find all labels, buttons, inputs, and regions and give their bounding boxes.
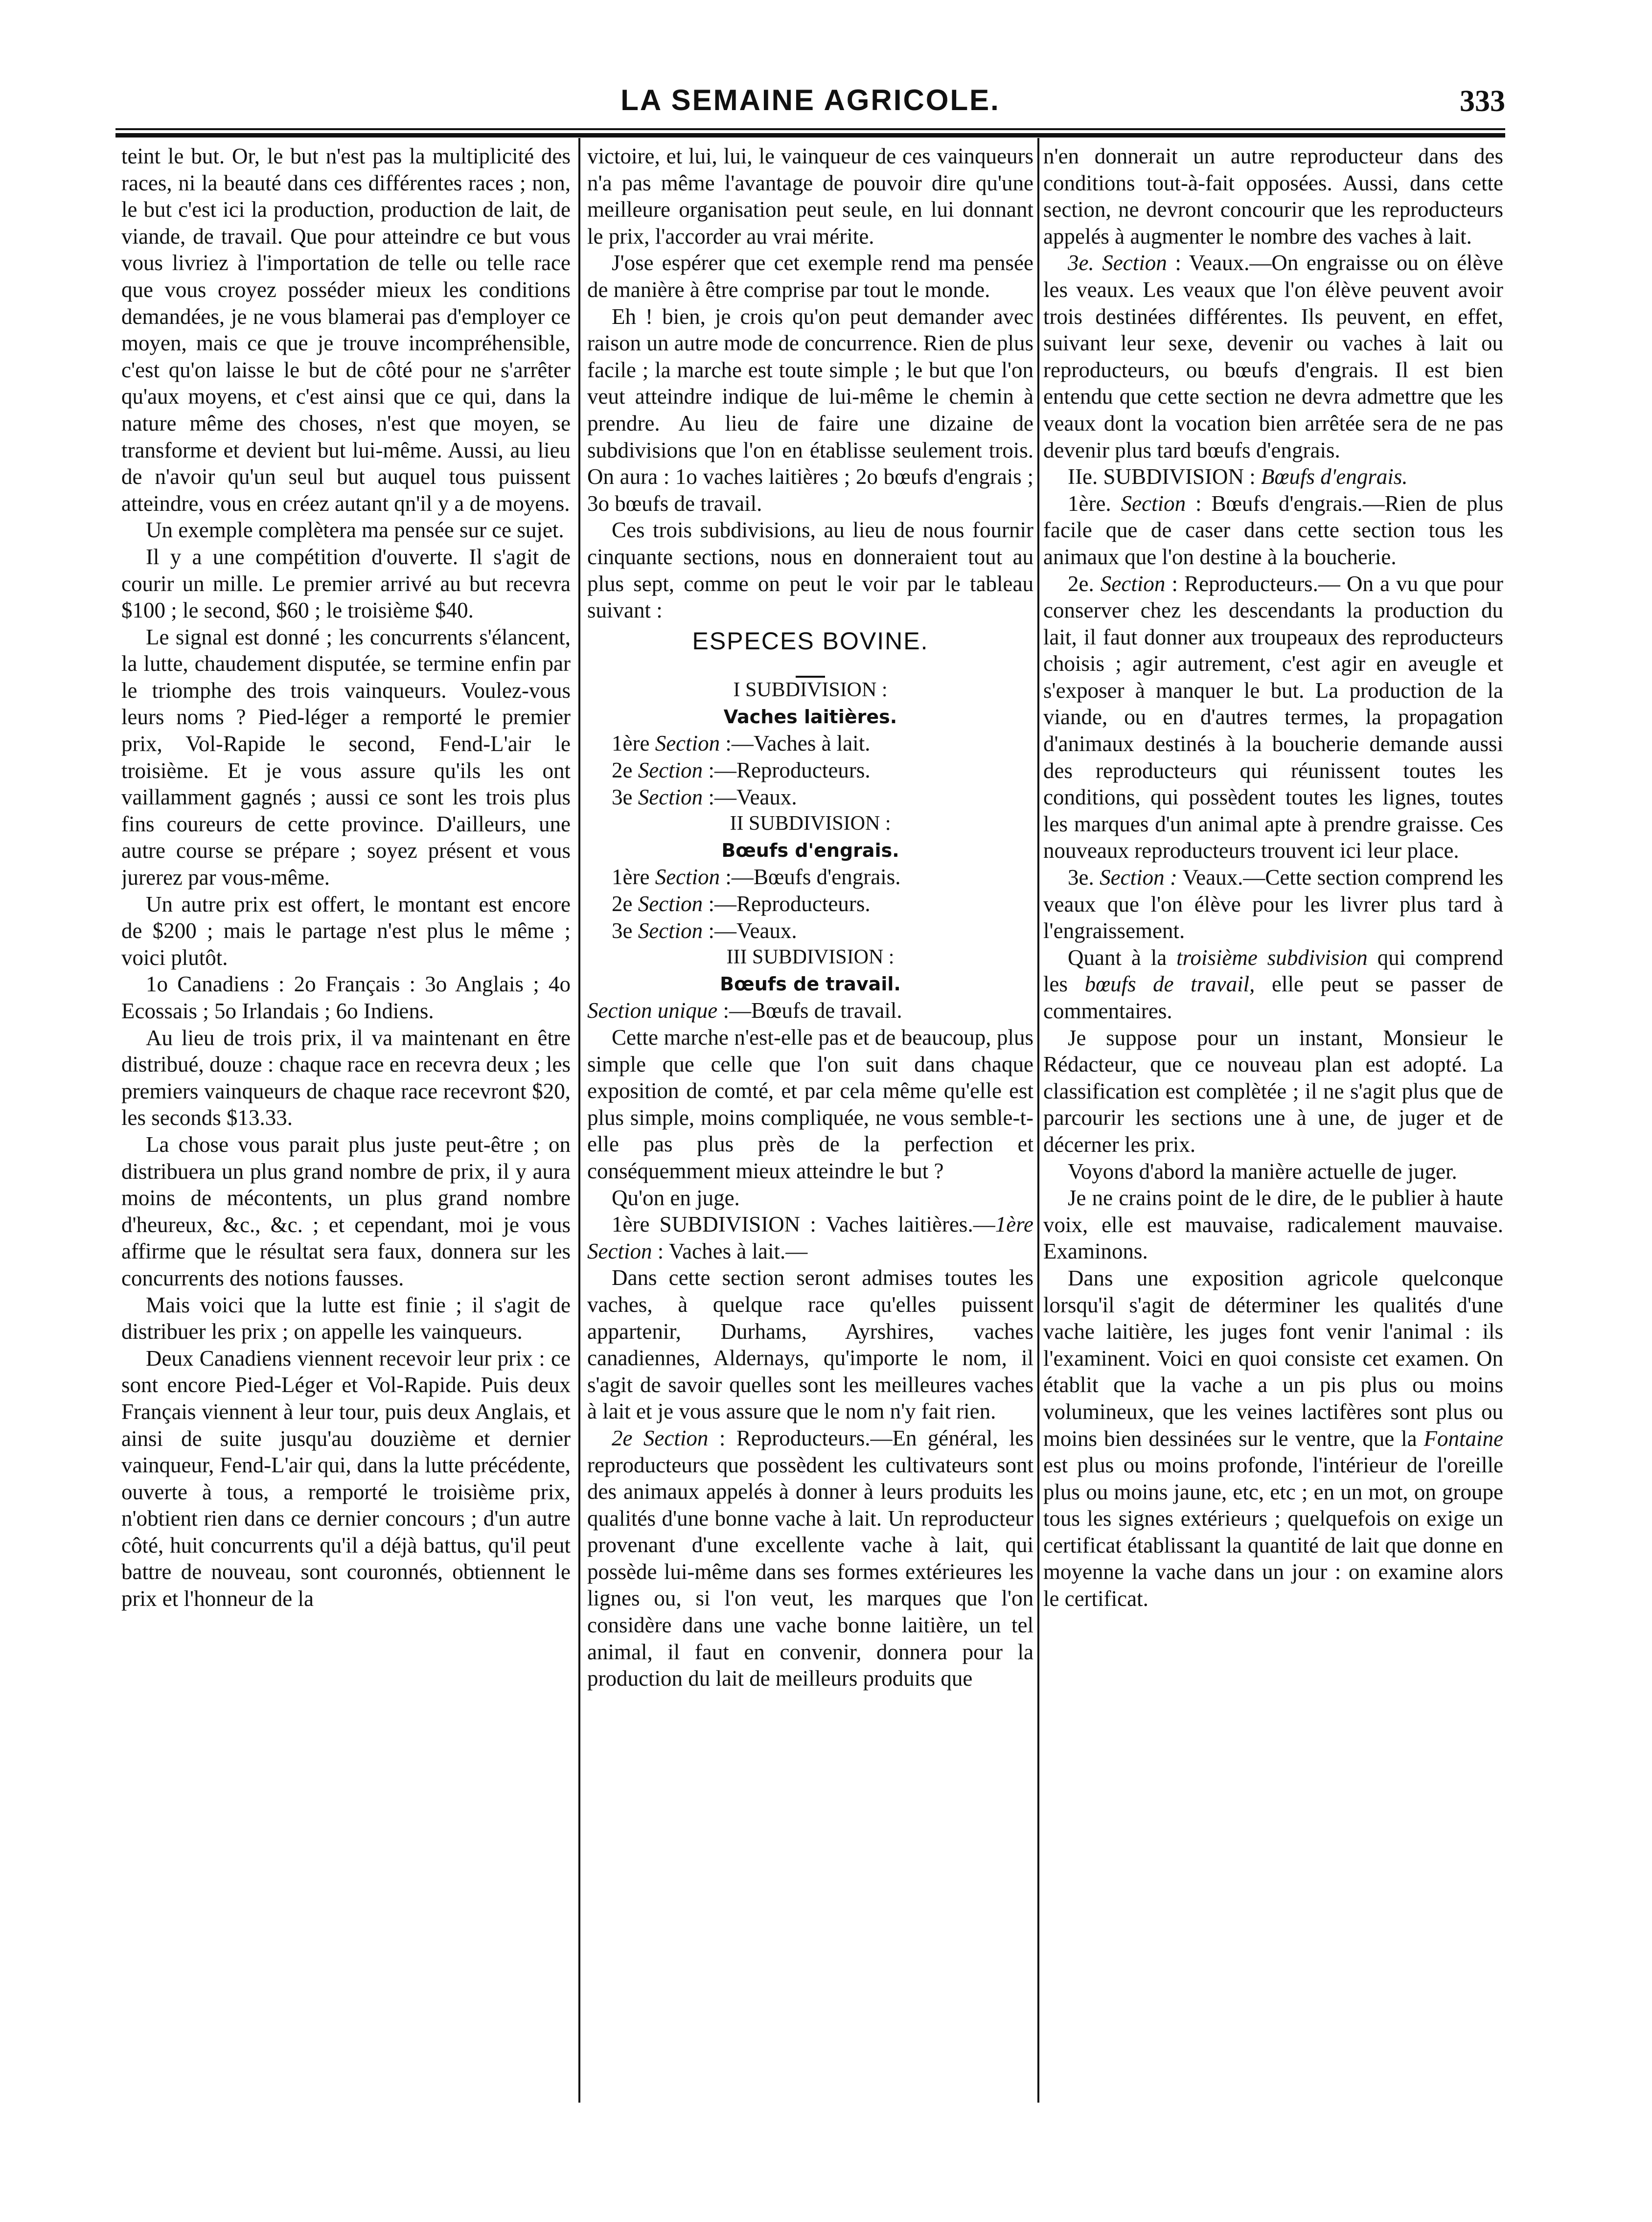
paragraph: 2e Section : Reproducteurs.—En général, les reproducteurs que possèdent les cultivateurs sont des animaux appelés à donner à leurs produits les qualités d'une bonne vache à lait. Un reproducteur provenant d'une excellente vache à lait, qui possède lui-même dans ses formes extérieures les lignes ou, si l'on veut, les marques que l'on considère dans une vache bonne laitière, un tel animal, il faut en convenir, donnera pour la production du lait de meilleurs produits que	[587, 1425, 1033, 1691]
paragraph: Un exemple complètera ma pensée sur ce sujet.	[146, 518, 564, 543]
paragraph: 1o Canadiens : 2o Français : 3o Anglais ; 4o Ecossais ; 5o Irlandais ; 6o Indiens.	[121, 972, 571, 1023]
page-header	[115, 73, 1505, 127]
paragraph: Je suppose pour un instant, Monsieur le Rédacteur, que ce nouveau plan est adopté. La classification est complètée ; il ne s'agit plus que de parcourir les sections une à une, de juger et de décerner les prix.	[1043, 1025, 1503, 1157]
section-line: 2e Section :—Reproducteurs.	[612, 892, 871, 916]
paragraph: Dans cette section seront admises toutes les vaches, à quelque race qu'elles puissent appartenir, Durhams, Ayrshires, vaches canadiennes, Aldernays, qu'importe le nom, il s'agit de savoir quelles sont les meilleures vaches à lait et je vous assure que le nom n'y fait rien.	[587, 1265, 1033, 1424]
paragraph: victoire, et lui, lui, le vainqueur de ces vainqueurs n'a pas même l'avantage de pouvoir dire qu'une meilleure organisation peut seule, en lui donnant le prix, l'accorder au vrai mérite.	[587, 144, 1033, 249]
paragraph: La chose vous parait plus juste peut-être ; on distribuera un plus grand nombre de prix, il y aura moins de mécontents, un plus grand nombre d'heureux, &c., &c. ; et cependant, moi je vous affirme que le résultat sera faux, donnera sur les concurrents des notions fausses.	[121, 1132, 571, 1290]
paragraph: 3e. Section : Veaux.—Cette section comprend les veaux que l'on élève pour les livrer plus tard à l'engraissement.	[1043, 865, 1503, 943]
paragraph: Mais voici que la lutte est finie ; il s'agit de distribuer les prix ; on appelle les vainqueurs.	[121, 1292, 571, 1344]
paragraph: n'en donnerait un autre reproducteur dans des conditions tout-à-fait opposées. Aussi, dans cette section, ne devront concourir que les reproducteurs appelés à augmenter le nombre des vaches à lait.	[1043, 144, 1503, 249]
paragraph: Quant à la troisième subdivision qui comprend les bœufs de travail, elle peut se passer de commentaires.	[1043, 945, 1503, 1023]
column-divider-right	[1037, 138, 1039, 2103]
section-line: 3e Section :—Veaux.	[612, 918, 797, 943]
subdivision-heading: III SUBDIVISION :	[726, 946, 895, 969]
journal-title: LA SEMAINE AGRICOLE.	[620, 84, 1000, 116]
column-3	[1043, 143, 1503, 2100]
paragraph: 3e. Section : Veaux.—On engraisse ou on élève les veaux. Les veaux que l'on élève peuvent avoir trois destinées différentes. Ils peuvent, en effet, suivant leur sexe, devenir ou vaches à lait ou reproducteurs, ou bœufs d'engrais. Il est bien entendu que cette section ne devra admettre que les veaux dont la vocation bien arrêtée sera de ne pas devenir plus tard bœufs d'engrais.	[1043, 251, 1503, 462]
paragraph: Un autre prix est offert, le montant est encore de $200 ; mais le partage n'est plus le même ; voici plutôt.	[121, 892, 571, 970]
header-rule-bottom	[115, 133, 1505, 137]
column-2	[587, 143, 1033, 2100]
paragraph: teint le but. Or, le but n'est pas la multiplicité des races, ni la beauté dans ces différentes races ; non, le but c'est ici la production, production de lait, de viande, de travail. Que pour atteindre ce but vous vous livriez à l'importation de telle ou telle race que vous croyez posséder mieux les conditions demandées, je ne vous blamerai pas d'employer ce moyen, mais ce que je trouve incompréhensible, c'est qu'on laisse le but de côté pour ne s'arrêter qu'aux moyens, et c'est ainsi que ce qui, dans la nature même des choses, n'est que moyen, se transforme et devient but lui-même. Aussi, au lieu de n'avoir qu'un seul but auquel tous puissent atteindre, vous en créez autant qn'il y a de moyens.	[121, 144, 571, 516]
paragraph: Le signal est donné ; les concurrents s'élancent, la lutte, chaudement disputée, se termine enfin par le triomphe des trois vainqueurs. Voulez-vous leurs noms ? Pied-léger a remporté le premier prix, Vol-Rapide le second, Fend-L'air le troisième. Et je vous assure qu'ils les ont vaillamment gagnés ; aussi ce sont les trois plus fins coureurs de cette province. D'ailleurs, une autre course se prépare ; soyez présent et vous jurerez par vous-même.	[121, 624, 571, 890]
paragraph: Il y a une compétition d'ouverte. Il s'agit de courir un mille. Le premier arrivé au but recevra $100 ; le second, $60 ; le troisième $40.	[121, 544, 571, 623]
paragraph: Deux Canadiens viennent recevoir leur prix : ce sont encore Pied-Léger et Vol-Rapide. Puis deux Français viennent à leur tour, puis deux Anglais, et ainsi de suite jusqu'au douzième et dernier vainqueur, Fend-L'air qui, dans la lutte précédente, ouverte à tous, a remporté le troisième prix, n'obtient rien dans ce dernier concours ; d'un autre côté, huit concurrents qu'il a déjà battus, qu'il peut battre de nouveau, sont couronnés, obtiennent le prix et l'honneur de la	[121, 1346, 571, 1611]
header-rule-top	[115, 128, 1505, 130]
column-1	[121, 143, 571, 2100]
page-number: 333	[1460, 85, 1505, 118]
paragraph: 1ère. Section : Bœufs d'engrais.—Rien de plus facile que de caser dans cette section tous les animaux que l'on destine à la boucherie.	[1043, 491, 1503, 569]
paragraph: Au lieu de trois prix, il va maintenant en être distribué, douze : chaque race en recevra deux ; les premiers vainqueurs de chaque race recevront $20, les seconds $13.33.	[121, 1025, 571, 1130]
section-line: Section unique :—Bœufs de travail.	[587, 998, 902, 1023]
section-line: 2e Section :—Reproducteurs.	[612, 758, 871, 783]
subdivision-name: Bœufs d'engrais.	[721, 839, 899, 861]
paragraph: 1ère SUBDIVISION : Vaches laitières.—1ère Section : Vaches à lait.—	[587, 1212, 1033, 1263]
paragraph: Voyons d'abord la manière actuelle de juger.	[1068, 1159, 1457, 1184]
subdivision-name: Bœufs de travail.	[720, 973, 901, 995]
paragraph: Ces trois subdivisions, au lieu de nous fournir cinquante sections, nous en donneraient tout au plus sept, comme on peut le voir par le tableau suivant :	[587, 518, 1033, 623]
column-divider-left	[578, 138, 580, 2103]
divider-dash	[587, 657, 1033, 677]
subdivision-heading: I SUBDIVISION :	[733, 679, 888, 702]
subdivision-heading: II SUBDIVISION :	[730, 812, 891, 835]
paragraph: Cette marche n'est-elle pas et de beaucoup, plus simple que celle que l'on suit dans chaque exposition de comté, et par cela même qu'elle est plus simple, moins compliquée, ne vous semble-t-elle pas plus près de la perfection et conséquemment mieux atteindre le but ?	[587, 1025, 1033, 1183]
paragraph: J'ose espérer que cet exemple rend ma pensée de manière à être comprise par tout le monde.	[587, 251, 1033, 302]
paragraph: Eh ! bien, je crois qu'on peut demander avec raison un autre mode de concurrence. Rien de plus facile ; la marche est toute simple ; le but que l'on veut atteindre indique de lui-même le chemin à prendre. Au lieu de faire une dizaine de subdivisions que l'on en établisse seulement trois. On aura : 1o vaches laitières ; 2o bœufs d'engrais ; 3o bœufs de travail.	[587, 304, 1033, 516]
section-line: 1ère Section :—Vaches à lait.	[612, 731, 871, 756]
table-title: ESPECES BOVINE.	[692, 627, 929, 655]
paragraph: IIe. SUBDIVISION : Bœufs d'engrais.	[1068, 464, 1408, 489]
paragraph: Dans une exposition agricole quelconque lorsqu'il s'agit de déterminer les qualités d'une vache laitière, les juges font venir l'animal : ils l'examinent. Voici en quoi consiste cet examen. On établit que la vache a un pis plus ou moins volumineux, que les veines lactifères sont plus ou moins bien dessinées sur le ventre, que la Fontaine est plus ou moins profonde, l'intérieur de l'oreille plus ou moins jaune, etc, etc ; en un mot, on groupe tous les signes extérieurs ; quelquefois on exige un certificat établissant la quantité de lait que donne en moyenne la vache dans un jour : on examine alors le certificat.	[1043, 1265, 1503, 1611]
paragraph: Je ne crains point de le dire, de le publier à haute voix, elle est mauvaise, radicalement mauvaise. Examinons.	[1043, 1186, 1503, 1264]
section-line: 3e Section :—Veaux.	[612, 784, 797, 809]
paragraph: 2e. Section : Reproducteurs.— On a vu que pour conserver chez les descendants la production du lait, il faut donner aux troupeaux des reproducteurs choisis ; agir autrement, c'est agir en aveugle et s'exposer à manquer le but. La production de la viande, ou en d'autres termes, la propagation d'animaux destinés à la boucherie demande aussi des reproducteurs qui réunissent toutes les conditions, qui possèdent toutes les lignes, toutes les marques d'un animal apte à prendre graisse. Ces nouveaux reproducteurs trouvent ici leur place.	[1043, 571, 1503, 863]
section-line: 1ère Section :—Bœufs d'engrais.	[612, 865, 901, 890]
paragraph: Qu'on en juge.	[612, 1185, 740, 1210]
subdivision-name: Vaches laitières.	[723, 706, 897, 728]
